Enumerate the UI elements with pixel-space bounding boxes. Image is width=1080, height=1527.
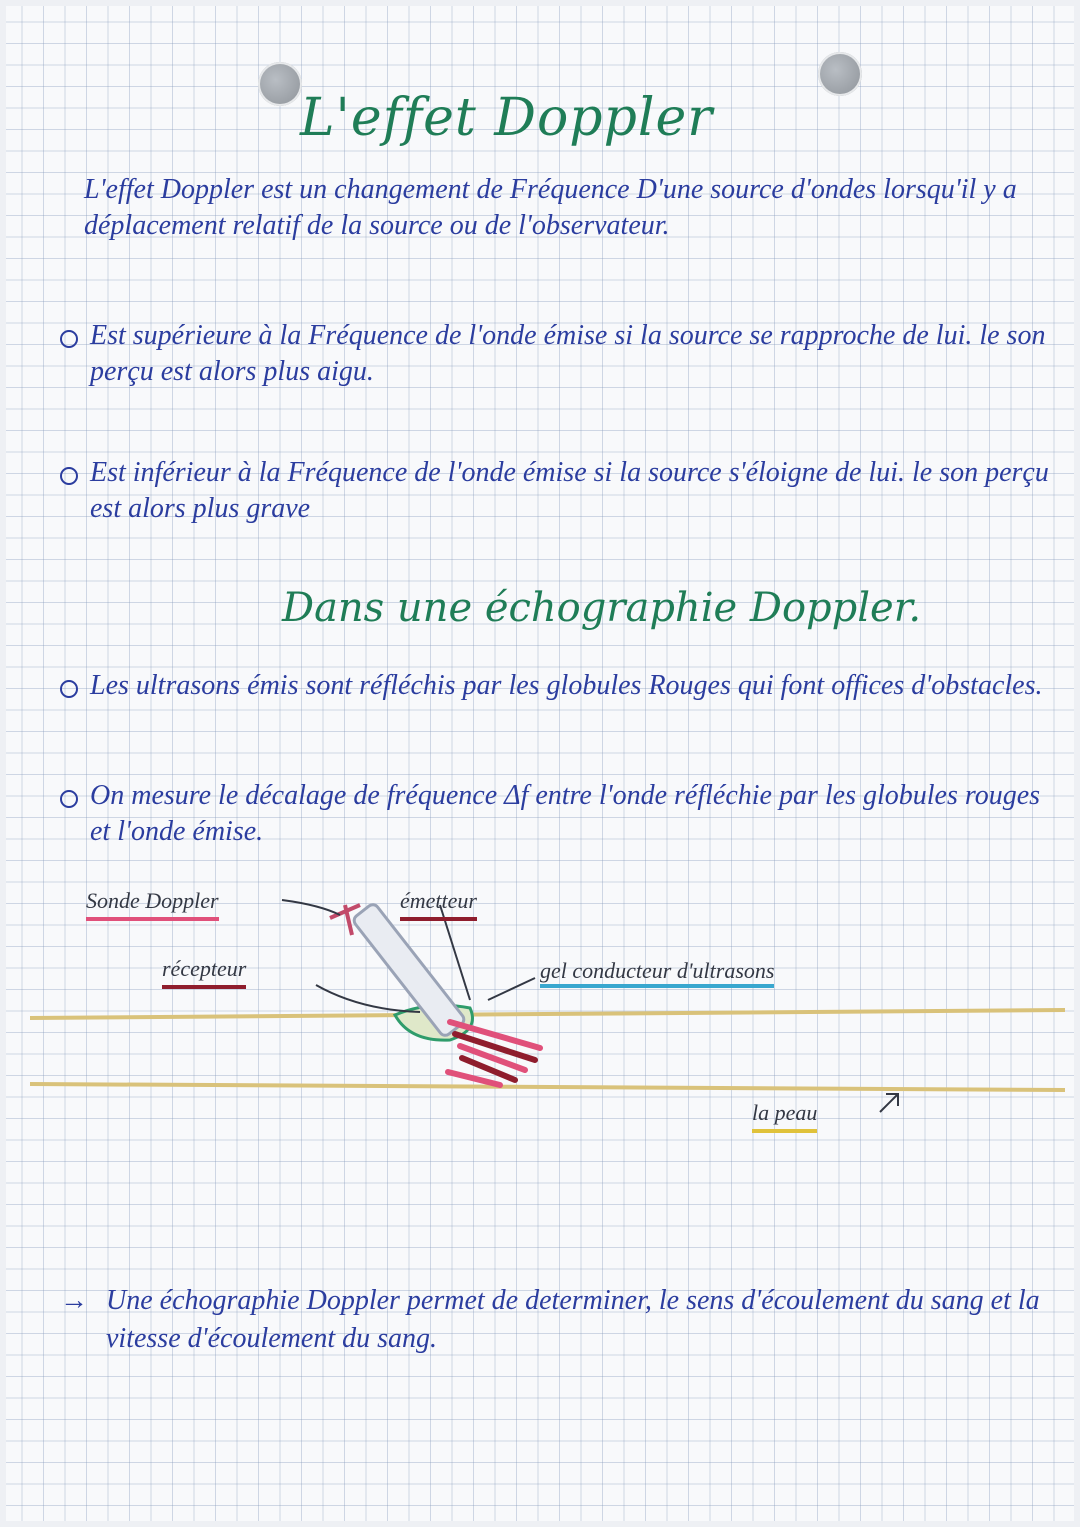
- section-title: Dans une échographie Doppler.: [282, 585, 922, 631]
- label-peau: la peau: [752, 1100, 817, 1133]
- label-gel-conducteur: [540, 958, 774, 991]
- label-recepteur: récepteur: [162, 956, 246, 989]
- label-sonde-doppler: Sonde Doppler: [86, 888, 219, 921]
- leader-sonde: [282, 900, 340, 915]
- bullet-text: Les ultrasons émis sont réfléchis par les globules Rouges qui font offices d'obstacles.: [90, 670, 1043, 701]
- bullet-text: Est supérieure à la Fréquence de l'onde émise si la source se rapproche de lui. le son perçu est alors plus aigu.: [90, 320, 1046, 387]
- label-emetteur: émetteur: [400, 888, 477, 921]
- label-gel-text: gel conducteur d'ultrasons: [540, 958, 774, 988]
- leader-gel: [488, 978, 535, 1000]
- skin-line: [30, 1010, 1065, 1018]
- arrow-right-icon: →: [60, 1285, 88, 1316]
- conclusion: [60, 1282, 1050, 1358]
- intro-paragraph: L'effet Doppler est un changement de Fréquence D'une source d'ondes lorsqu'il y a déplacement relatif de la source ou de l'observateur.: [84, 174, 1017, 241]
- page-title: L'effet Doppler: [300, 88, 714, 148]
- bullet-text: On mesure le décalage de fréquence Δf entre l'onde réfléchie par les globules rouges et l'onde émise.: [90, 780, 1041, 847]
- conclusion-text: Une échographie Doppler permet de determiner, le sens d'écoulement du sang et la vitesse d'écoulement du sang.: [106, 1285, 1040, 1354]
- bullet-text: Est inférieur à la Fréquence de l'onde émise si la source s'éloigne de lui. le son perçu est alors plus grave: [90, 457, 1049, 524]
- vessel-line: [30, 1084, 1065, 1090]
- skin-arrow-icon: [880, 1094, 898, 1112]
